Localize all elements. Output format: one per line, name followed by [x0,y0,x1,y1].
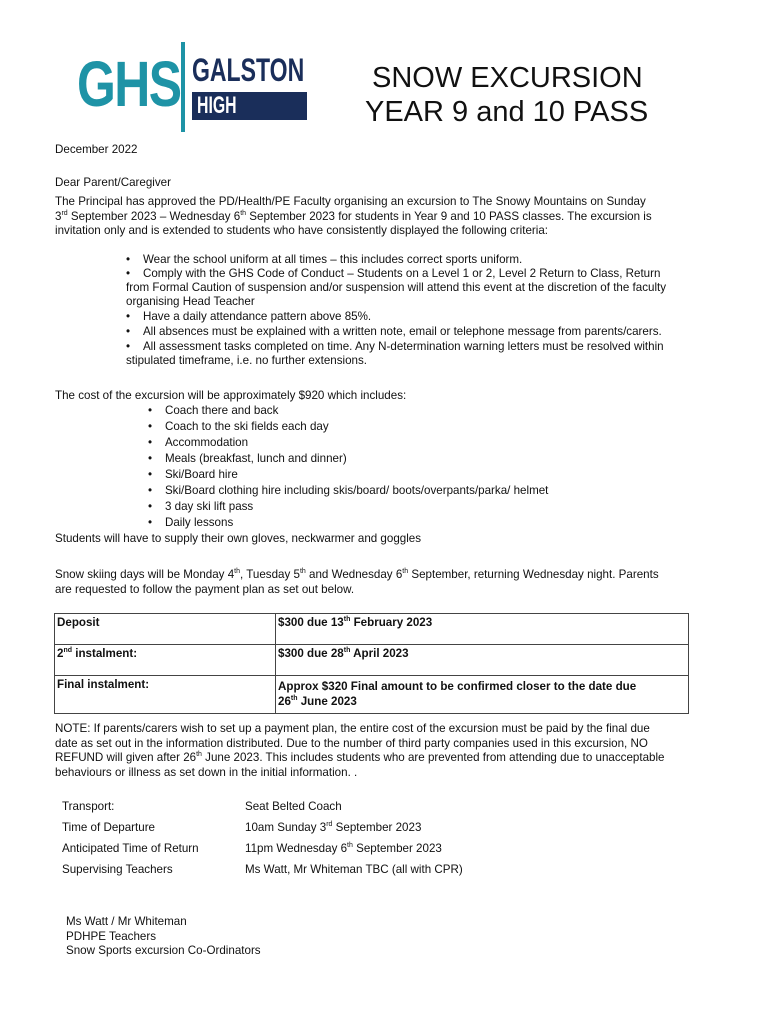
teachers-label: Supervising Teachers [62,863,173,876]
transport-label: Transport: [62,800,115,813]
cost-item: • Daily lessons [148,516,234,529]
note-line: REFUND will given after 26th June 2023. This includes students who are prevented from attending due to unacceptable [55,751,665,765]
payment-value: $300 due 13th February 2023 [276,614,689,645]
cost-item: • Meals (breakfast, lunch and dinner) [148,452,347,465]
return-label: Anticipated Time of Return [62,842,199,855]
criteria-item: • All assessment tasks completed on time. Any N-determination warning letters must be resolved within [126,340,664,353]
cost-item: • Accommodation [148,436,249,449]
payment-label: 2nd instalment: [55,645,276,676]
return-value: 11pm Wednesday 6th September 2023 [245,842,442,855]
bullet-icon: • [148,500,153,513]
logo-divider [181,42,185,132]
signature-title: Snow Sports excursion Co-Ordinators [66,944,261,958]
criteria-item: • Wear the school uniform at all times – this includes correct sports uniform. [126,253,523,266]
bullet-icon: • [126,340,131,353]
cost-heading: The cost of the excursion will be approximately $920 which includes: [55,389,407,402]
payment-value: $300 due 28th April 2023 [276,645,689,676]
note-line: behaviours or illness as set down in the initial information. . [55,765,358,779]
letter-date: December 2022 [55,143,138,156]
supply-note: Students will have to supply their own gloves, neckwarmer and goggles [55,532,422,545]
table-row [55,614,689,645]
bullet-icon: • [148,404,153,417]
table-row [55,676,689,714]
bullet-icon: • [126,325,131,338]
table-row [55,645,689,676]
criteria-item-continued: from Formal Caution of suspension and/or suspension will attend this event at the discretion of the faculty [126,281,667,294]
cost-item: • Ski/Board clothing hire including skis/board/ boots/overpants/parka/ helmet [148,484,549,497]
departure-label: Time of Departure [62,821,155,834]
bullet-icon: • [126,253,131,266]
ski-days-line: Snow skiing days will be Monday 4th, Tuesday 5th and Wednesday 6th September, returning Wednesday night. Parents [55,568,659,581]
salutation: Dear Parent/Caregiver [55,176,171,189]
payment-plan-table [54,613,689,714]
logo-monogram: GHS [77,48,181,120]
bullet-icon: • [148,452,153,465]
bullet-icon: • [148,468,153,481]
bullet-icon: • [126,310,131,323]
signature-names: Ms Watt / Mr Whiteman [66,915,187,928]
bullet-icon: • [148,436,153,449]
signature-role: PDHPE Teachers [66,929,156,943]
page-title-line1: SNOW EXCURSION [372,62,643,94]
teachers-value: Ms Watt, Mr Whiteman TBC (all with CPR) [245,863,463,876]
payment-label: Deposit [55,614,276,645]
cost-item: • Ski/Board hire [148,468,238,481]
criteria-item-continued: organising Head Teacher [126,295,255,308]
note-line: NOTE: If parents/carers wish to set up a payment plan, the entire cost of the excursion must be paid by the final due [55,722,650,735]
cost-item: • 3 day ski lift pass [148,500,254,513]
departure-value: 10am Sunday 3rd September 2023 [245,821,422,834]
logo-school-name: GALSTON [192,52,305,88]
criteria-item: • Have a daily attendance pattern above 85%. [126,310,372,323]
bullet-icon: • [148,420,153,433]
signature-block [66,915,261,959]
refund-note [55,722,665,780]
intro-paragraph [55,195,652,239]
note-line: date as set out in the information distributed. Due to the number of third party companies used in this excursion, NO [55,736,648,750]
page-title-line2: YEAR 9 and 10 PASS [365,96,649,128]
intro-line: The Principal has approved the PD/Health/PE Faculty organising an excursion to The Snowy Mountains on Sunday [55,195,646,208]
logo-banner-text: HIGH SCHOOL [197,92,265,145]
ski-days-line: are requested to follow the payment plan as set out below. [55,583,355,596]
criteria-item-continued: stipulated timeframe, i.e. no further extensions. [126,354,368,367]
criteria-item: • Comply with the GHS Code of Conduct – Students on a Level 1 or 2, Level 2 Return to Class, Return [126,267,661,280]
bullet-icon: • [148,484,153,497]
intro-line: 3rd September 2023 – Wednesday 6th September 2023 for students in Year 9 and 10 PASS classes. The excursion is [55,209,652,223]
cost-item: • Coach there and back [148,404,279,417]
school-logo [77,42,307,145]
criteria-item: • All absences must be explained with a written note, email or telephone message from parents/carers. [126,325,662,338]
payment-label: Final instalment: [55,676,276,714]
bullet-icon: • [148,516,153,529]
transport-value: Seat Belted Coach [245,800,342,813]
cost-item: • Coach to the ski fields each day [148,420,329,433]
intro-line: invitation only and is extended to students who have consistently displayed the following criteria: [55,224,549,238]
bullet-icon: • [126,267,131,280]
payment-value: Approx $320 Final amount to be confirmed closer to the date due 26th June 2023 [276,676,689,714]
